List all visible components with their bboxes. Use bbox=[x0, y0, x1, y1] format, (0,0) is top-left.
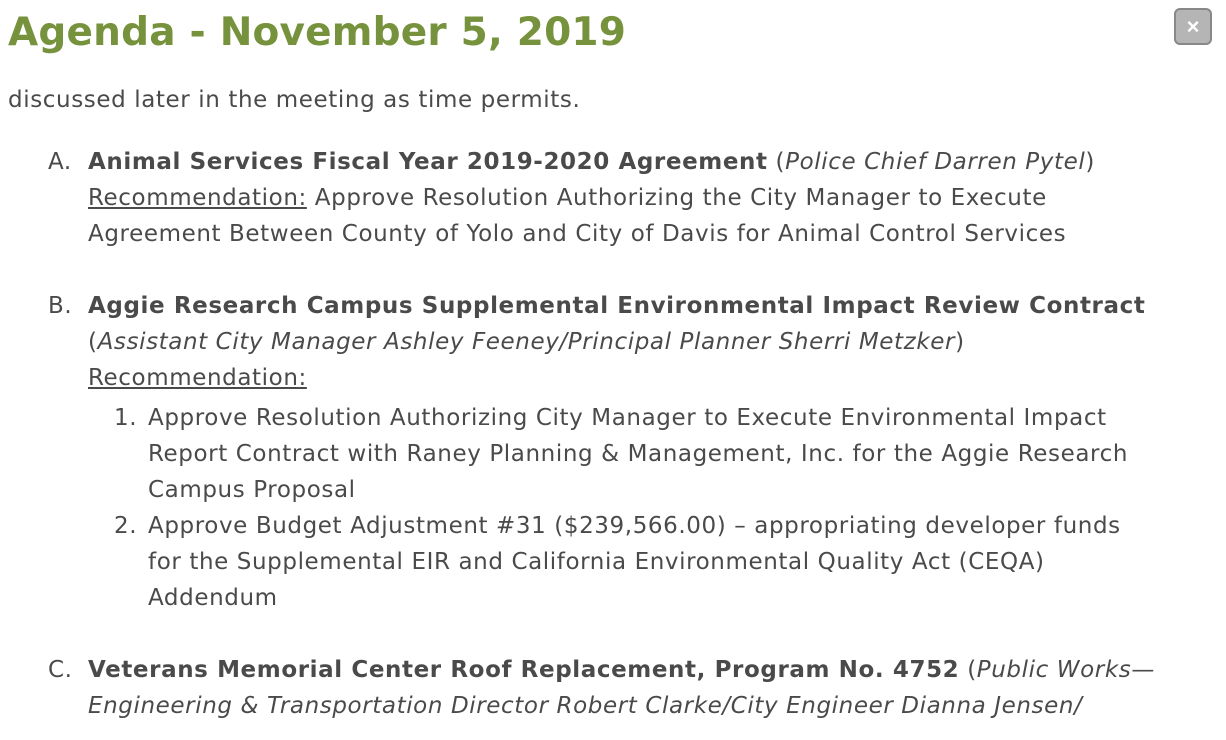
recommendation-label: Recommendation: bbox=[88, 185, 307, 211]
sub-item-text: Approve Budget Adjustment #31 ($239,566.00) – appropriating developer funds bbox=[148, 513, 1121, 539]
item-presenter: Police Chief Darren Pytel bbox=[785, 149, 1086, 175]
item-presenter: Engineering & Transportation Director Robert Clarke/City Engineer Dianna Jensen/ bbox=[88, 693, 1083, 719]
recommendation-text-cont: Agreement Between County of Yolo and City of Davis for Animal Control Services bbox=[88, 221, 1067, 247]
item-heading-line: Veterans Memorial Center Roof Replacement, Program No. 4752 (Public Works— bbox=[88, 657, 1155, 683]
item-body bbox=[88, 144, 1218, 252]
recommendation-label: Recommendation: bbox=[88, 365, 307, 391]
item-heading-line: Animal Services Fiscal Year 2019-2020 Agreement (Police Chief Darren Pytel) bbox=[88, 149, 1095, 175]
sub-item-text: Report Contract with Raney Planning & Management, Inc. for the Aggie Research bbox=[148, 441, 1129, 467]
recommendation-text: Approve Resolution Authorizing the City Manager to Execute bbox=[314, 185, 1047, 211]
item-letter: A. bbox=[48, 149, 72, 175]
sub-item-text: Campus Proposal bbox=[148, 477, 356, 503]
sub-item-text: for the Supplemental EIR and California Environmental Quality Act (CEQA) bbox=[148, 549, 1045, 575]
item-presenter-line: (Assistant City Manager Ashley Feeney/Principal Planner Sherri Metzker) bbox=[88, 329, 965, 355]
item-letter: B. bbox=[48, 293, 73, 319]
item-title: Animal Services Fiscal Year 2019-2020 Agreement bbox=[88, 149, 768, 175]
close-icon: × bbox=[1186, 13, 1200, 39]
item-body bbox=[88, 652, 1218, 724]
sub-item-number: 2. bbox=[114, 513, 138, 539]
sub-item-body bbox=[148, 508, 1218, 616]
sub-item-body bbox=[148, 400, 1218, 508]
intro-text: discussed later in the meeting as time permits. bbox=[8, 87, 581, 113]
item-letter: C. bbox=[48, 657, 73, 683]
recommendation-line bbox=[88, 180, 1218, 216]
item-presenter: Public Works— bbox=[976, 657, 1155, 683]
sub-item-text: Addendum bbox=[148, 585, 278, 611]
sub-item-text: Approve Resolution Authorizing City Manager to Execute Environmental Impact bbox=[148, 405, 1107, 431]
item-title: Aggie Research Campus Supplemental Environmental Impact Review Contract bbox=[88, 293, 1146, 319]
item-presenter: Assistant City Manager Ashley Feeney/Principal Planner Sherri Metzker bbox=[97, 329, 956, 355]
item-presenter-cont bbox=[88, 688, 1218, 724]
item-title: Veterans Memorial Center Roof Replacement, Program No. 4752 bbox=[88, 657, 960, 683]
close-button[interactable] bbox=[1174, 8, 1212, 45]
sub-item-number: 1. bbox=[114, 405, 138, 431]
item-body bbox=[88, 288, 1218, 396]
page-title: Agenda - November 5, 2019 bbox=[8, 10, 627, 55]
